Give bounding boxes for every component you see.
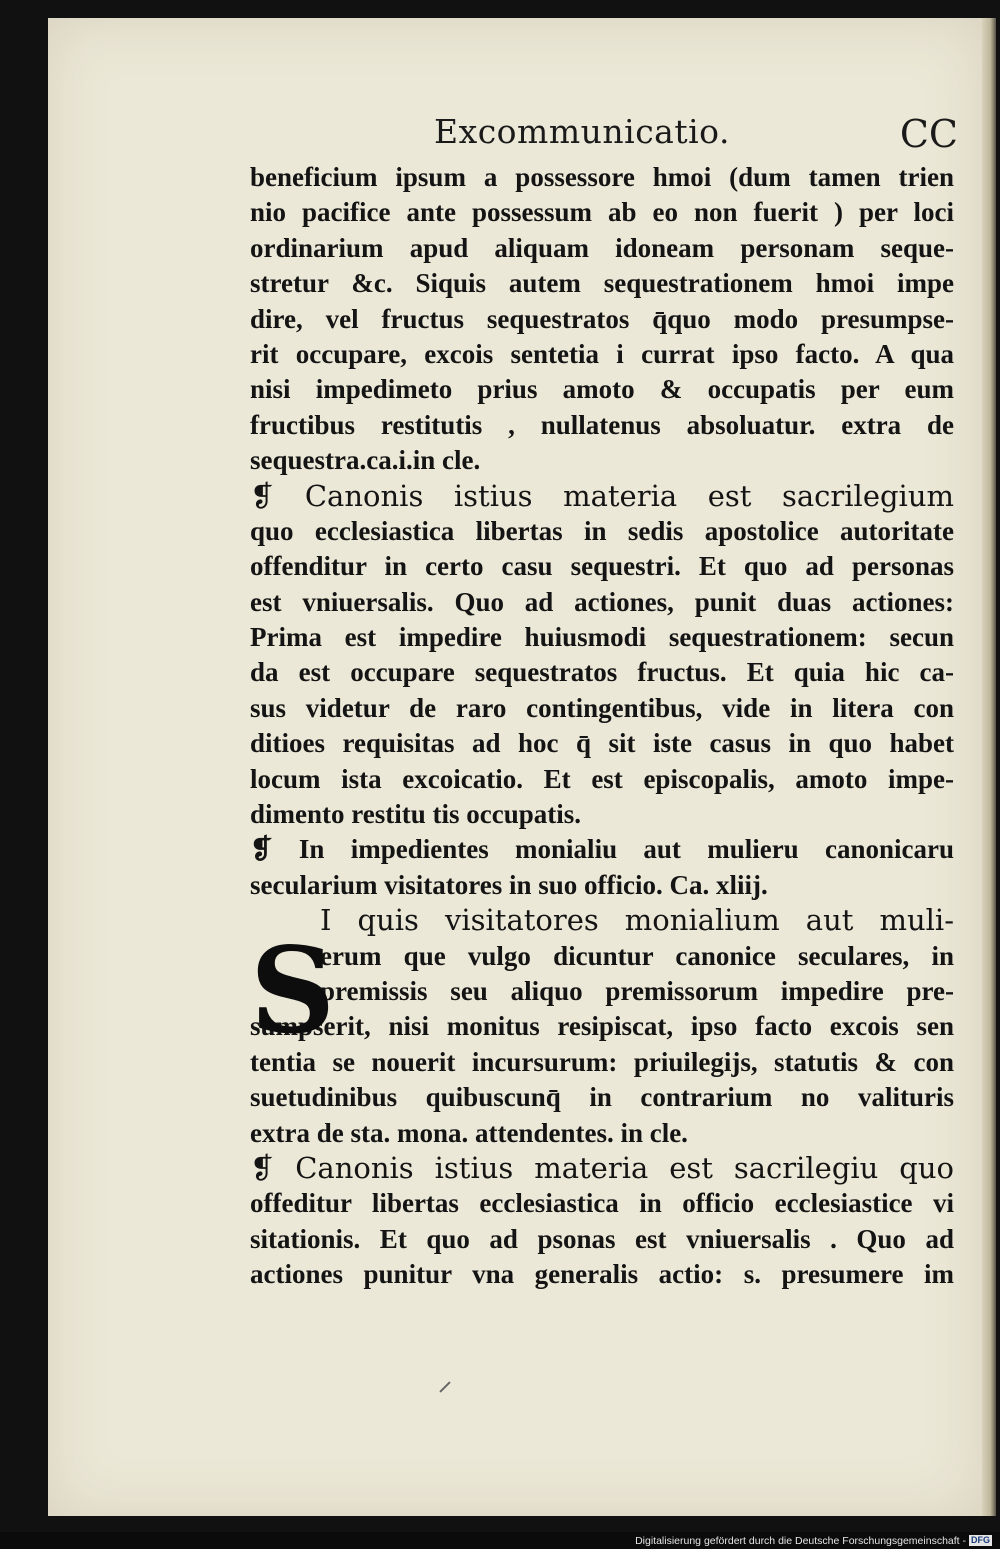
text-line: quo ecclesiastica libertas in sedis apostolice autoritate <box>250 515 954 546</box>
body-text <box>250 160 954 1293</box>
text-line: stretur &c. Siquis autem sequestrationem hmoi impe <box>250 268 954 299</box>
credit-text: Digitalisierung gefördert durch die Deutsche Forschungsgemeinschaft - <box>635 1535 966 1547</box>
text-line: Prima est impedire huiusmodi sequestrationem: secun <box>250 622 954 653</box>
running-head: Excommunicatio. <box>434 112 730 151</box>
paragraph-opening-line: ❡ Canonis istius materia est sacrilegiu quo <box>250 1150 954 1185</box>
text-line: sequestra.ca.i.in cle. <box>250 445 481 476</box>
text-line: dimento restitu tis occupatis. <box>250 799 581 830</box>
text-line: premissis seu aliquo premissorum impedire pre- <box>320 975 954 1006</box>
text-line: rit occupare, excois sentetia i currat ipso facto. A qua <box>250 338 954 369</box>
dfg-logo: DFG <box>971 1535 990 1545</box>
text-line: nisi impedimeto prius amoto & occupatis per eum <box>250 374 954 405</box>
text-line: ordinarium apud aliquam idoneam personam seque- <box>250 232 954 263</box>
text-line: fructibus restitutis , nullatenus absoluatur. extra de <box>250 409 954 440</box>
text-line: erum que vulgo dicuntur canonice seculares, in <box>320 940 954 971</box>
text-line: sumpserit, nisi monitus resipiscat, ipso facto excois sen <box>250 1011 954 1042</box>
text-line: offenditur in certo casu sequestri. Et quo ad personas <box>250 551 954 582</box>
text-line: sus videtur de raro contingentibus, vide in litera con <box>250 692 954 723</box>
text-line: ditioes requisitas ad hoc q̄ sit iste casus in quo habet <box>250 728 954 759</box>
text-line: dire, vel fructus sequestratos q̄quo modo presumpse- <box>250 303 954 334</box>
text-line: nio pacifice ante possessum ab eo non fuerit ) per loci <box>250 197 954 228</box>
chapter-heading: ❡ In impedientes monialiu aut mulieru canonicaru <box>250 834 954 865</box>
text-line: beneficium ipsum a possessore hmoi (dum tamen trien <box>250 162 954 192</box>
paragraph-opening-line: ❡ Canonis istius materia est sacrilegium <box>250 478 954 513</box>
chapter-heading: secularium visitatores in suo officio. Ca. xliij. <box>250 869 768 900</box>
text-line: locum ista excoicatio. Et est episcopalis, amoto impe- <box>250 763 954 794</box>
text-line: tentia se nouerit incursurum: priuilegijs, statutis & con <box>250 1046 954 1077</box>
text-line: suetudinibus quibuscunq̄ in contrarium no valituris <box>250 1082 954 1113</box>
page-edge <box>982 18 996 1516</box>
text-line: sitationis. Et quo ad psonas est vniuersalis . Quo ad <box>250 1223 954 1254</box>
drop-cap-initial: S <box>250 921 336 1061</box>
text-line: da est occupare sequestratos fructus. Et quia hic ca- <box>250 657 954 688</box>
folio-number: CC <box>899 112 958 156</box>
digitization-credit <box>635 1533 992 1549</box>
text-line: actiones punitur vna generalis actio: s. presumere im <box>250 1259 954 1290</box>
page-header <box>434 112 964 156</box>
text-line: est vniuersalis. Quo ad actiones, punit duas actiones: <box>250 586 954 617</box>
text-line: extra de sta. mona. attendentes. in cle. <box>250 1117 688 1148</box>
text-line: offeditur libertas ecclesiastica in officio ecclesiastice vi <box>250 1188 954 1219</box>
text-line: I quis visitatores monialium aut muli- <box>320 903 954 938</box>
